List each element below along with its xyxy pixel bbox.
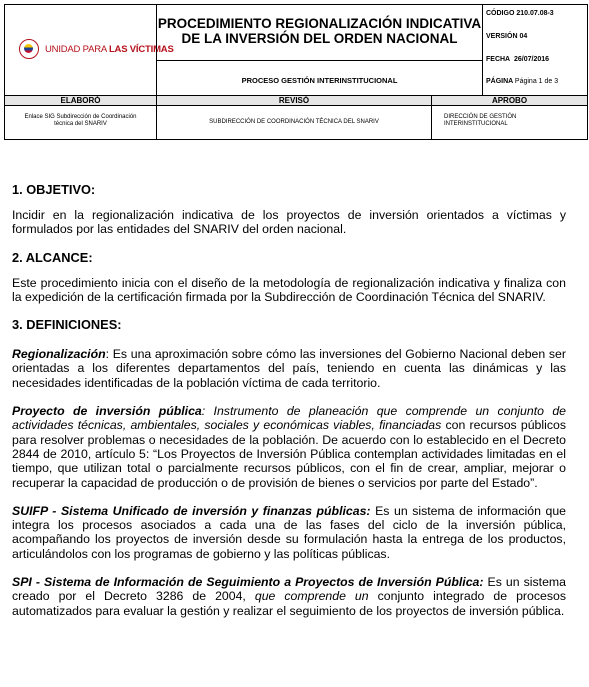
document-page-number: PÁGINA Página 1 de 3 — [486, 78, 559, 85]
document-body — [12, 182, 566, 628]
column-header-aprobo: APROBO — [431, 95, 588, 106]
column-header-reviso: REVISÓ — [156, 95, 432, 106]
reviso-cell: SUBDIRECCIÓN DE COORDINACIÓN TÉCNICA DEL SNARIV — [156, 105, 432, 140]
title-line-2: DE LA INVERSIÓN DEL ORDEN NACIONAL — [181, 31, 458, 46]
definition-regionalizacion: Regionalización: Es una aproximación sobre cómo las inversiones del Gobierno Nacional deben ser orientadas a los diferentes departamentos del país, teniendo en cuenta las dinámicas y las necesidades identificadas de la población víctima de cada territorio. — [12, 347, 566, 390]
document-date: FECHA 26/07/2016 — [486, 56, 550, 63]
title-line-1: PROCEDIMIENTO REGIONALIZACIÓN INDICATIVA — [157, 16, 482, 31]
document-header-table — [4, 4, 588, 140]
definition-suifp: SUIFP - Sistema Unificado de inversión y finanzas públicas: Es un sistema de información que integra los procesos asociados a cada una de las fases del ciclo de la inversión pública, acompañando los proyectos de inversión desde su formulación hasta la entrega de los productos, articulándolos con los programas de gobierno y las políticas públicas. — [12, 503, 566, 561]
process-name: PROCESO GESTIÓN INTERINSTITUCIONAL — [241, 76, 398, 85]
section-heading-definiciones: 3. DEFINICIONES: — [12, 317, 122, 333]
process-cell — [156, 60, 483, 96]
logo-prefix: UNIDAD PARA — [45, 43, 109, 55]
elaboro-cell: Enlace SIG Subdirección de Coordinación técnica del SNARIV — [4, 105, 157, 140]
unidad-victimas-logo — [19, 39, 174, 59]
definition-spi: SPI - Sistema de Información de Seguimiento a Proyectos de Inversión Pública: Es un sistema creado por el Decreto 3286 de 2004, que comprende un conjunto integrado de procesos automatizados para evaluar la gestión y realizar el seguimiento de los proyectos de inversión pública. — [12, 575, 566, 618]
logo-strong: LAS VÍCTIMAS — [108, 43, 174, 55]
document-code: CÓDIGO 210.07.08-3 — [486, 10, 554, 17]
paragraph-alcance: Este procedimiento inicia con el diseño de la metodología de regionalización indicativa y finaliza con la expedición de la certificación firmada por la Subdirección de Coordinación Técnica del SNARIV. — [12, 275, 566, 304]
document-title — [157, 16, 482, 46]
section-heading-alcance: 2. ALCANCE: — [12, 249, 93, 265]
document-version: VERSIÓN 04 — [486, 33, 528, 40]
logo-cell — [4, 4, 174, 96]
section-heading-objetivo: 1. OBJETIVO: — [12, 182, 96, 197]
document-metadata — [482, 4, 588, 96]
paragraph-objetivo: Incidir en la regionalización indicativa de los proyectos de inversión orientados a víctimas y formulados por las entidades del SNARIV del orden nacional. — [12, 208, 566, 237]
definition-proyecto-inversion: Proyecto de inversión pública: Instrumento de planeación que comprende un conjunto de actividades técnicas, ambientales, sociales y económicas viables, financiadas con recursos públicos para resolver problemas o necesidades de la población. De acuerdo con lo establecido en el Decreto 2844 de 2010, artículo 5: “Los Proyectos de Inversión Pública contemplan actividades limitadas en el tiempo, que utilizan total o parcialmente recursos públicos, con el fin de crear, ampliar, mejorar o recuperar la capacidad de producción o de provisión de bienes o servicios por parte del Estado”. — [12, 404, 567, 490]
title-cell — [156, 4, 483, 61]
colombia-seal-icon — [19, 39, 39, 59]
column-header-elaboro: ELABORÓ — [4, 95, 157, 106]
aprobo-cell: DIRECCIÓN DE GESTIÓN INTERINSTITUCIONAL — [431, 105, 588, 140]
